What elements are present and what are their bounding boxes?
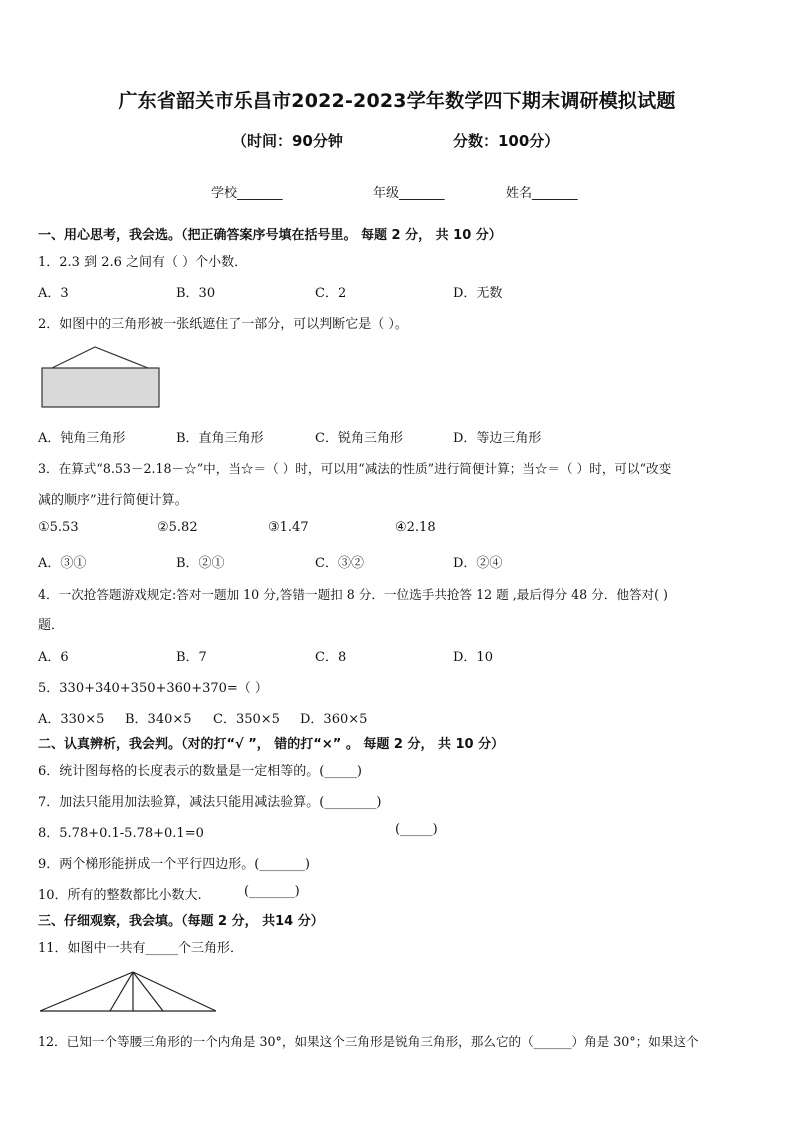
- q2-text: 2．如图中的三角形被一张纸遮住了一部分，可以判断它是（ ）。: [38, 317, 408, 332]
- q6-text: 6．统计图每格的长度表示的数量是一定相等的。(_____): [38, 764, 362, 779]
- q5-option-c: C．350×5: [213, 712, 280, 727]
- exam-time: （时间：90分钟: [232, 132, 343, 150]
- q3-text: 3．在算式“8.53－2.18－☆”中，当☆＝（ ）时，可以用“减法的性质”进行简便计算；当☆＝（ ）时，可以“改变: [38, 461, 672, 476]
- q1-option-b: B．30: [176, 286, 216, 301]
- q7-text: 7．加法只能用加法验算，减法只能用减法验算。(________): [38, 795, 382, 810]
- q4-text: 4．一次抢答题游戏规定:答对一题加 10 分,答错一题扣 8 分．一位选手共抢答 12 题 ,最后得分 48 分．他答对( ): [38, 587, 668, 602]
- q8-text: 8．5.78+0.1-5.78+0.1=0: [38, 826, 204, 841]
- q5-option-a: A．330×5: [38, 712, 105, 727]
- q1-option-c: C．2: [315, 286, 347, 301]
- section-1-heading: 一、用心思考，我会选。（把正确答案序号填在括号里。 每题 2 分， 共 10 分）: [38, 228, 502, 243]
- q3-choice-1: ①5.53: [38, 520, 79, 535]
- q1-text: 1．2.3 到 2.6 之间有（ ）个小数．: [38, 255, 248, 270]
- q8-answer-blank: (_____): [395, 822, 438, 837]
- q1-option-d: D．无数: [453, 286, 503, 301]
- q4-option-a: A．6: [38, 650, 69, 665]
- q9-text: 9．两个梯形能拼成一个平行四边形。(_______): [38, 857, 310, 872]
- q5-option-b: B．340×5: [125, 712, 192, 727]
- q2-option-b: B．直角三角形: [176, 431, 264, 446]
- q2-option-a: A．钝角三角形: [38, 431, 126, 446]
- school-field: 学校_______: [211, 186, 283, 201]
- q5-text: 5．330+340+350+360+370=（ ）: [38, 681, 268, 696]
- q1-option-a: A．3: [38, 286, 69, 301]
- q3-choice-4: ④2.18: [395, 520, 436, 535]
- q10-text: 10．所有的整数都比小数大.: [38, 888, 202, 903]
- grade-field: 年级_______: [373, 186, 445, 201]
- q3-option-a: A．③①: [38, 556, 87, 571]
- q4-text-cont: 题．: [38, 618, 65, 633]
- q3-choice-2: ②5.82: [157, 520, 198, 535]
- q4-option-b: B．7: [176, 650, 207, 665]
- q3-option-d: D．②④: [453, 556, 503, 571]
- q2-option-d: D．等边三角形: [453, 431, 542, 446]
- q10-answer-blank: (_______): [244, 884, 300, 899]
- fan-triangles-figure: [38, 970, 218, 1014]
- q4-option-c: C．8: [315, 650, 347, 665]
- q3-option-b: B．②①: [176, 556, 225, 571]
- q4-option-d: D．10: [453, 650, 493, 665]
- page-title: 广东省韶关市乐昌市2022-2023学年数学四下期末调研模拟试题: [118, 90, 676, 112]
- covered-triangle-figure: [40, 345, 162, 411]
- q2-option-c: C．锐角三角形: [315, 431, 403, 446]
- section-2-heading: 二、认真辨析，我会判。（对的打“√ ”， 错的打“×” 。 每题 2 分， 共 10 分）: [38, 737, 505, 752]
- q3-choice-3: ③1.47: [268, 520, 309, 535]
- q3-option-c: C．③②: [315, 556, 364, 571]
- q3-text-cont: 减的顺序”进行简便计算。: [38, 493, 188, 508]
- q12-text: 12．已知一个等腰三角形的一个内角是 30°，如果这个三角形是锐角三角形，那么它的（______）角是 30°；如果这个: [38, 1034, 699, 1049]
- section-3-heading: 三、仔细观察，我会填。（每题 2 分， 共14 分）: [38, 914, 324, 929]
- name-field: 姓名_______: [506, 186, 578, 201]
- exam-score: 分数：100分）: [453, 132, 560, 150]
- q5-option-d: D．360×5: [300, 712, 368, 727]
- q11-text: 11．如图中一共有_____个三角形．: [38, 941, 244, 956]
